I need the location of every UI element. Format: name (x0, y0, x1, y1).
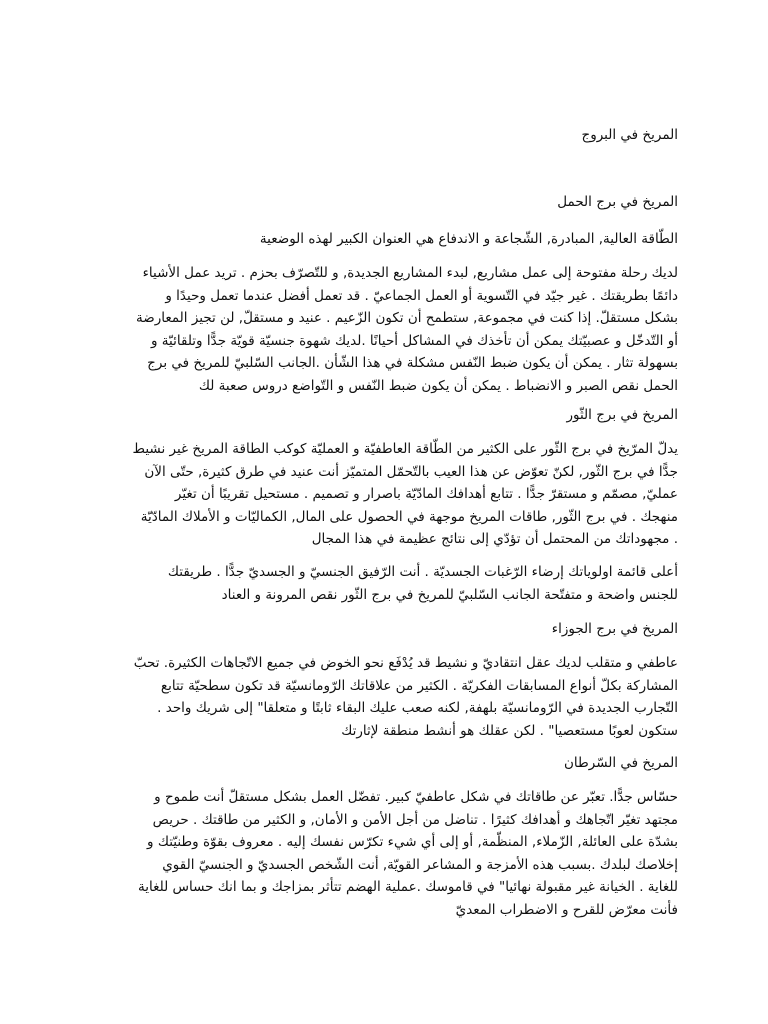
gemini-heading: المريخ في برج الجوزاء (551, 621, 678, 637)
paragraph-line: ستكون لعوبًا مستعصيا" . لكن عقلك هو أنشط منطقة لإثارتك (341, 722, 678, 739)
taurus-paragraph-1 (133, 438, 678, 551)
paragraph-line: أو التّدخّل و عصبيّتك يمكن أن تأخذك في المشاكل أحيانًا .لديك شهوة جنسيّة قويّة جدًّا وتلقائيّة و (151, 332, 678, 349)
paragraph-line: بشكل مستقلّ. إذا كنت في مجموعة, ستطمح أن تكون الزّعيم . عنيد و مستقلّ, لن تجيز المعارضة (136, 310, 678, 326)
paragraph-line: بسهولة تثار . يمكن أن يكون ضبط النّفس مشكلة في هذا الشّأن .الجانب السّلبيّ للمريخ في برج (147, 355, 678, 371)
gemini-paragraph (134, 652, 678, 742)
taurus-heading: المريخ في برج الثّور (566, 407, 678, 423)
aries-heading: المريخ في برج الحمل (557, 194, 678, 210)
paragraph-line: المشاركة بكلّ أنواع المسابقات الفكريّة . الكثير من علاقاتك الرّومانسيّة قد تكون سطحيّة تتابع (160, 677, 678, 694)
paragraph-line: لديك رحلة مفتوحة إلى عمل مشاريع, لبدء المشاريع الجديدة, و للتّصرّف بحزم . تريد عمل الأشياء (142, 265, 678, 281)
paragraph-line: للغاية . الخيانة غير مقبولة نهائيا" في قاموسك .عملية الهضم تتأثر بمزاجك و بما انك حساس للغاية (138, 879, 678, 895)
paragraph-line: جدًّا في برج الثّور, لكنّ تعوّض عن هذا العيب بالتّحمّل المتميّز أنت عنيد في طرق كثيرة, حتّى الآن (144, 463, 678, 480)
paragraph-line: الحمل نقص الصبر و الانضباط . يمكن أن يكون ضبط النّفس و التّواضع دروس صعبة لك (198, 377, 678, 394)
paragraph-line: إخلاصك لبلدك .بسبب هذه الأمزجة و المشاعر القويّة, أنت الشّخص الجسديّ و الجنسيّ القوي (162, 856, 678, 873)
cancer-paragraph (138, 786, 678, 921)
aries-intro: الطّاقة العالية, المبادرة, الشّجاعة و الاندفاع هي العنوان الكبير لهذه الوضعية (259, 231, 678, 247)
aries-paragraph (136, 262, 678, 397)
paragraph-line: دائمًا بطريقتك . غير جيّد في التّسوية أو العمل الجماعيّ . قد تعمل أفضل عندما تعمل وحيدًا و (165, 287, 678, 304)
paragraph-line: . مجهوداتك من المحتمل أن تؤدّي إلى نتائج عظيمة في هذا المجال (311, 531, 678, 547)
paragraph-line: حسّاس جدًّا. تعبّر عن طاقاتك في شكل عاطفيّ كبير. تفضّل العمل بشكل مستقلّ أنت طموح و (154, 789, 678, 805)
paragraph-line: منهجك . في برج الثّور, طاقات المريخ موجهة في الحصول على المال, الكماليّات و الأملاك المادّيّة (140, 508, 678, 525)
paragraph-line: فأنت معرّض للقرح و الاضطراب المعديّ (455, 901, 678, 918)
document-title: المريخ في البروج (581, 127, 678, 143)
paragraph-line: مجتهد تغيّر اتّجاهك و أهدافك كثيرًا . تناضل من أجل الأمن و الأمان, و الكثير من طاقتك . حريص (152, 811, 678, 828)
paragraph-line: يدلّ المرّيخ في برج الثّور على الكثير من الطّاقة العاطفيّة و العمليّة كوكب الطاقة المريخ غير نشيط (132, 441, 678, 457)
paragraph-line: التّجارب الجديدة في الرّومانسيّة بلهفة, لكنه صعب عليك البقاء ثابتًا و متعلقا" إلى شريك واحد . (157, 700, 678, 716)
paragraph-line: عاطفي و متقلب لديك عقل انتقاديّ و نشيط قد يُدْفَع نحو الخوض في جميع الاتّجاهات الكثيرة. تحبّ (133, 655, 678, 671)
cancer-heading: المريخ في السّرطان (563, 755, 678, 771)
taurus-paragraph-2 (168, 561, 678, 606)
paragraph-line: أعلى قائمة اولوياتك إرضاء الرّغبات الجسديّة . أنت الرّفيق الجنسيّ و الجسديّ جدًّا . طريقتك (167, 564, 678, 580)
paragraph-line: بشدّة على العائلة, الزّملاء, المنظّمة, أو إلى أي شيء تكرّس نفسك إليه . معروف بقوّة وطنيّتك و (147, 834, 678, 850)
paragraph-line: عمليّ, مصمّم و مستقرّ جدًّا . تتابع أهدافك المادّيّة باصرار و تصميم . مستحيل تقريبًا أن تغيّر (174, 486, 678, 502)
paragraph-line: للجنس واضحة و متفتّحة الجانب السّلبيّ للمريخ في برج الثّور نقص المرونة و العناد (221, 586, 678, 603)
